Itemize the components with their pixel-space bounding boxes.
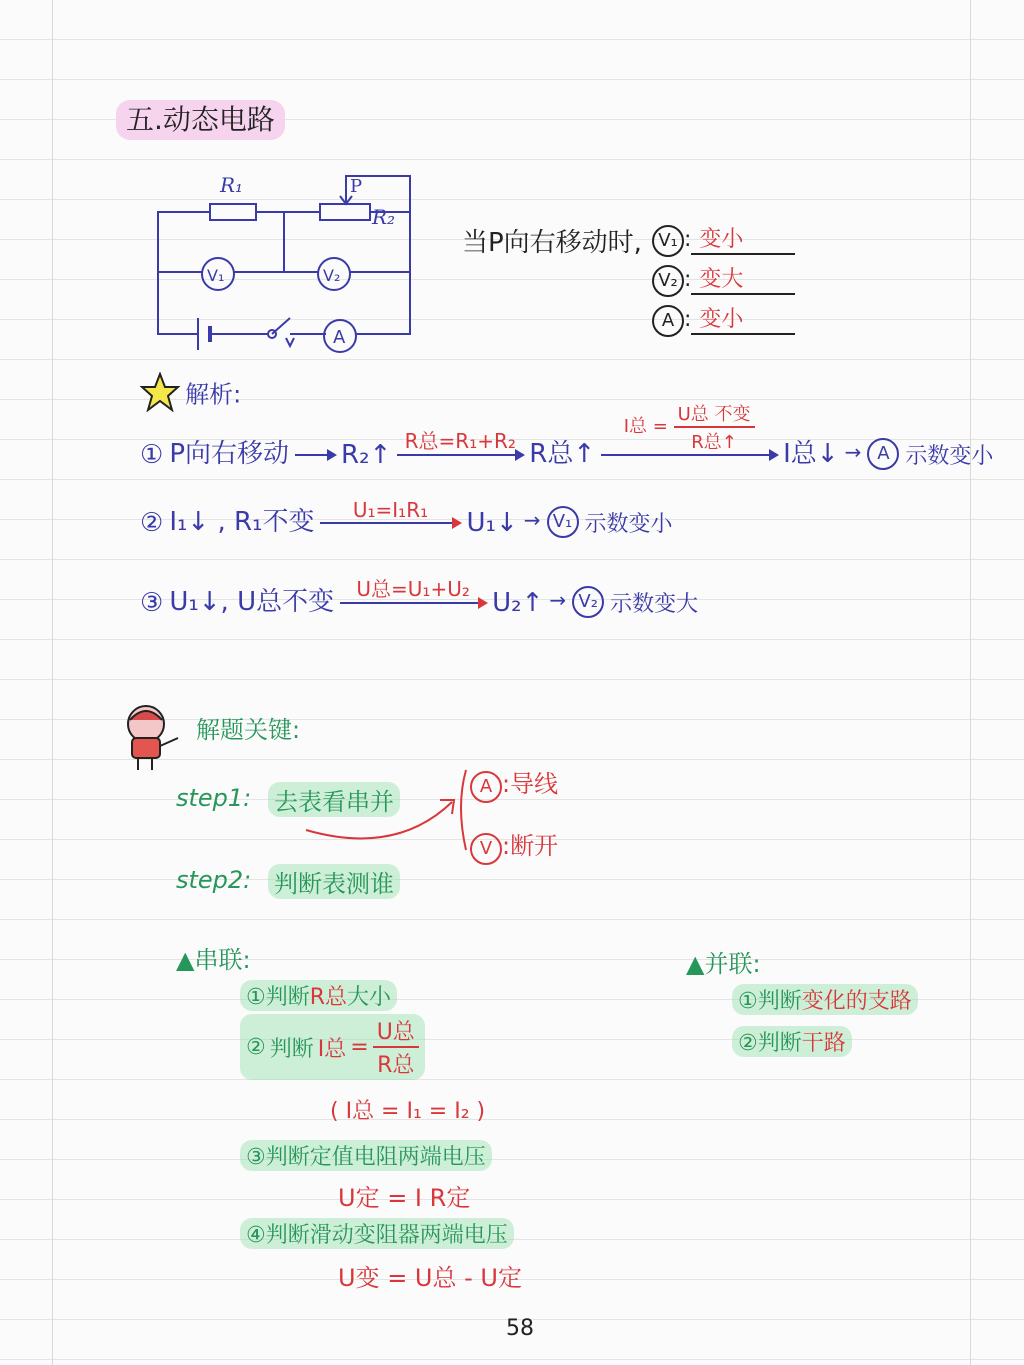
question-row-2: V₂ : 变大 (652, 262, 795, 297)
answer-v1: 变小 (691, 222, 795, 255)
analysis-line-2: ② I₁↓ , R₁不变 U₁=I₁R₁ U₁↓ → V₁ 示数变小 (140, 498, 673, 538)
v2-label: V₂ (323, 266, 341, 285)
circuit-diagram (150, 168, 420, 358)
page-number: 58 (506, 1316, 534, 1341)
step1-text: 去表看串并 (268, 782, 400, 817)
arrow-i-total: I总 = $\frac{\text{U总 不变}}{\text{R总↑}}$ (601, 400, 777, 470)
branch-voltmeter: V :断开 (470, 826, 558, 865)
step2-label: step2: (176, 866, 252, 894)
rheostat-r2 (320, 204, 370, 220)
branch-v-icon: V (470, 833, 502, 865)
step1-branch-arrow (276, 766, 476, 856)
meter-v1-icon: V₁ (652, 225, 684, 257)
r2-label: R₂ (372, 205, 396, 229)
r1-label: R₁ (220, 173, 244, 197)
meter-v2-icon: V₂ (652, 265, 684, 297)
key-title: 解题关键: (196, 716, 301, 744)
answer-a: 变小 (691, 302, 795, 335)
meter-a-icon: A (652, 305, 684, 337)
parallel-title: ▲并联: (686, 950, 761, 978)
resistor-r1 (210, 204, 256, 220)
ammeter-label: A (333, 327, 346, 348)
parallel-item-1: ①判断变化的支路 (732, 984, 918, 1015)
analysis-line-1: ① P向右移动 R₂↑ R总=R₁+R₂ R总↑ I总 = $\frac{\text{U总 不变}}{\text{R总↑}}$ I总↓ → A 示数变小 (140, 386, 993, 476)
arrow-r-total: R总=R₁+R₂ (397, 425, 523, 470)
step1-label: step1: (176, 784, 252, 812)
question-prefix: 当P向右移动时, (462, 228, 642, 258)
branch-ammeter: A :导线 (470, 764, 558, 803)
series-item-2: ② 判断 I总 = $\frac{\text{U总}}{\text{R总}}$ (240, 1014, 425, 1080)
cartoon-girl-icon (118, 702, 188, 774)
meter-v2-circle-icon: V₂ (572, 586, 604, 618)
arrow-1 (295, 430, 335, 470)
branch-a-icon: A (470, 771, 502, 803)
arrow-u1: U₁=I₁R₁ (320, 498, 460, 538)
answer-v2: 变大 (691, 262, 795, 295)
analysis-line-3: ③ U₁↓, U总不变 U总=U₁+U₂ U₂↑ → V₂ 示数变大 (140, 566, 698, 618)
series-item-3-formula: U定 = I R定 (338, 1184, 471, 1212)
section-title: 五.动态电路 (116, 100, 285, 140)
series-current-note: ( I总 = I₁ = I₂ ) (330, 1099, 486, 1124)
question-row-3: A : 变小 (652, 302, 795, 337)
meter-v1-circle-icon: V₁ (547, 506, 579, 538)
right-margin-line (970, 0, 971, 1365)
analysis-title: 解析: (185, 380, 242, 409)
question-row-1: V₁ : 变小 (652, 222, 795, 257)
v1-label: V₁ (207, 266, 225, 285)
series-item-1: ①判断R总大小 (240, 980, 397, 1011)
series-item-4-formula: U变 = U总 - U定 (338, 1264, 522, 1292)
arrow-u2: U总=U₁+U₂ (340, 573, 486, 618)
series-title: ▲串联: (176, 946, 251, 974)
p-label: P (350, 176, 363, 197)
meter-a-circle-icon: A (867, 438, 899, 470)
step2-text: 判断表测谁 (268, 864, 400, 899)
left-margin-line (52, 0, 53, 1365)
series-item-3: ③判断定值电阻两端电压 (240, 1140, 492, 1171)
parallel-item-2: ②判断干路 (732, 1026, 852, 1057)
series-item-4: ④判断滑动变阻器两端电压 (240, 1218, 514, 1249)
